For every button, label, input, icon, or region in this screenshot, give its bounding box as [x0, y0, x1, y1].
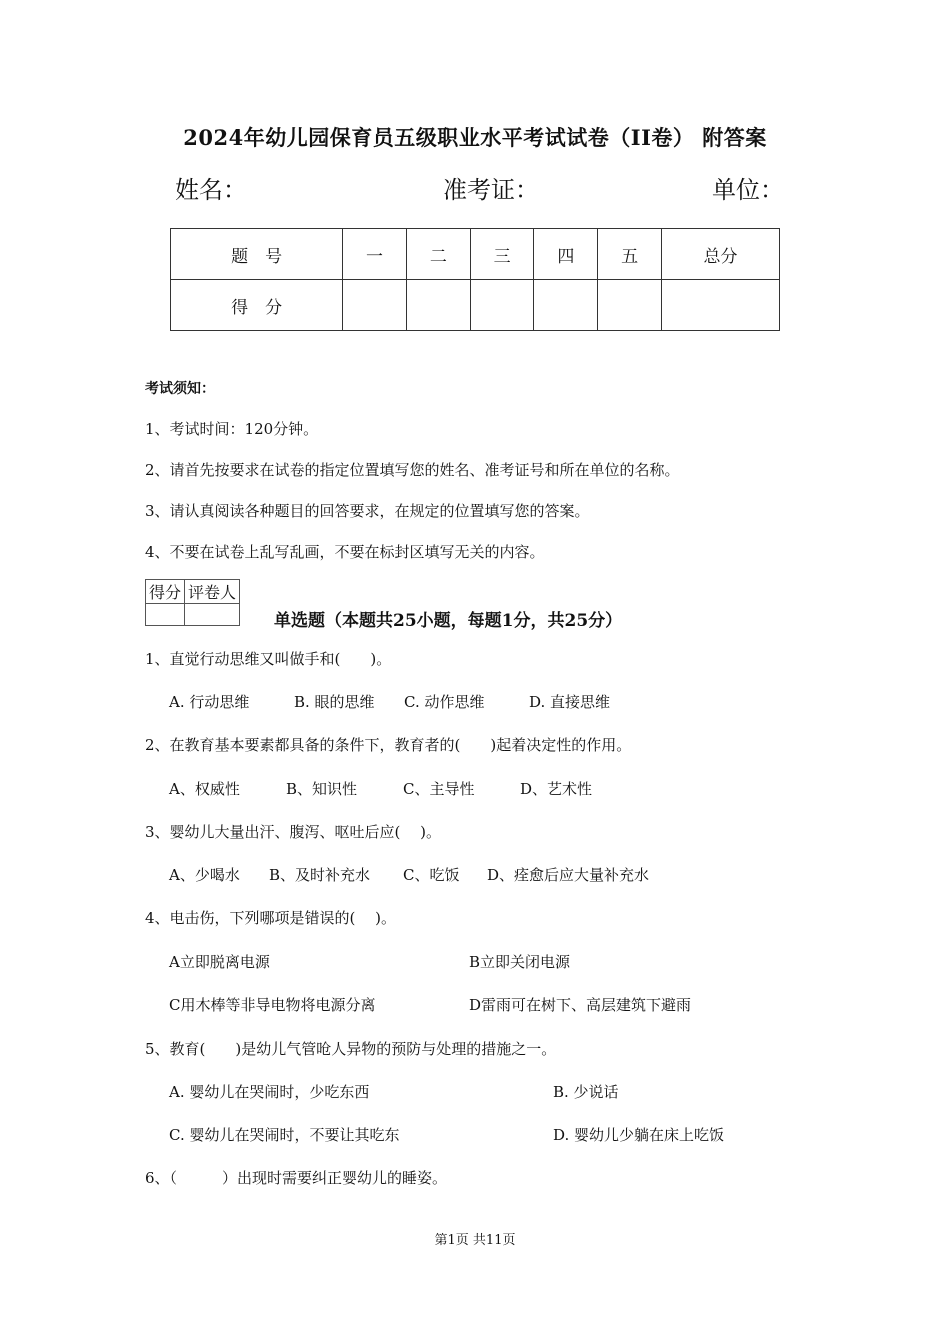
score-table-header-row	[171, 229, 780, 280]
question-stem: 1、直觉行动思维又叫做手和( )。	[145, 650, 392, 668]
score-input-cell[interactable]	[662, 280, 780, 331]
grader-score-label: 得分	[146, 580, 185, 604]
notice-item: 4、不要在试卷上乱写乱画，不要在标封区填写无关的内容。	[145, 543, 545, 561]
score-table-header-cell: 三	[470, 229, 534, 280]
page-title: 2024年幼儿园保育员五级职业水平考试试卷（II卷） 附答案	[183, 125, 767, 150]
question-stem: 5、教育( )是幼儿气管呛人异物的预防与处理的措施之一。	[145, 1040, 557, 1058]
unit-field-label: 单位：	[712, 176, 784, 204]
grader-box	[145, 579, 240, 626]
question-option: D、痊愈后应大量补充水	[487, 866, 650, 884]
notice-heading: 考试须知：	[145, 381, 215, 397]
score-input-cell[interactable]	[406, 280, 470, 331]
score-table-row-label: 得 分	[171, 280, 343, 331]
question-option: C、主导性	[403, 780, 475, 798]
question-option: C、吃饭	[403, 866, 460, 884]
question-option: D. 婴幼儿少躺在床上吃饭	[553, 1126, 725, 1144]
score-input-cell[interactable]	[534, 280, 598, 331]
question-option: C. 婴幼儿在哭闹时，不要让其吃东	[169, 1126, 400, 1144]
question-stem: 4、电击伤，下列哪项是错误的( )。	[145, 909, 397, 927]
score-table-header-cell: 四	[534, 229, 598, 280]
question-option: A立即脱离电源	[169, 953, 270, 971]
question-option: B. 少说话	[553, 1083, 619, 1101]
exam-id-field-label: 准考证：	[443, 176, 539, 204]
notice-item: 2、请首先按要求在试卷的指定位置填写您的姓名、准考证号和所在单位的名称。	[145, 461, 680, 479]
question-option: D、艺术性	[520, 780, 593, 798]
notice-item: 1、考试时间：120分钟。	[145, 420, 319, 438]
score-table	[170, 228, 780, 331]
question-stem: 6、（ ）出现时需要纠正婴幼儿的睡姿。	[145, 1169, 448, 1187]
question-stem: 3、婴幼儿大量出汗、腹泻、呕吐后应( )。	[145, 823, 442, 841]
question-option: A、少喝水	[169, 866, 240, 884]
score-input-cell[interactable]	[343, 280, 407, 331]
notice-item: 3、请认真阅读各种题目的回答要求，在规定的位置填写您的答案。	[145, 502, 590, 520]
question-option: B. 眼的思维	[294, 693, 375, 711]
question-option: D雷雨可在树下、高层建筑下避雨	[469, 996, 692, 1014]
question-option: A. 婴幼儿在哭闹时，少吃东西	[169, 1083, 370, 1101]
question-option: C用木棒等非导电物将电源分离	[169, 996, 376, 1014]
question-option: B立即关闭电源	[469, 953, 571, 971]
question-stem: 2、在教育基本要素都具备的条件下，教育者的( )起着决定性的作用。	[145, 736, 632, 754]
grader-score-cell[interactable]	[146, 604, 185, 626]
section-title: 单选题（本题共25小题，每题1分，共25分）	[274, 611, 623, 631]
grader-name-cell[interactable]	[185, 604, 240, 626]
grader-name-label: 评卷人	[185, 580, 240, 604]
question-option: B、知识性	[286, 780, 358, 798]
question-option: B、及时补充水	[269, 866, 371, 884]
score-table-header-cell: 五	[598, 229, 662, 280]
question-option: A. 行动思维	[169, 693, 250, 711]
score-input-cell[interactable]	[598, 280, 662, 331]
score-table-header-cell: 总分	[662, 229, 780, 280]
score-table-header-cell: 一	[343, 229, 407, 280]
score-table-header-cell: 题 号	[171, 229, 343, 280]
score-input-cell[interactable]	[470, 280, 534, 331]
question-option: C. 动作思维	[404, 693, 485, 711]
score-table-score-row	[171, 280, 780, 331]
question-option: A、权威性	[169, 780, 240, 798]
name-field-label: 姓名：	[175, 176, 247, 204]
score-table-header-cell: 二	[406, 229, 470, 280]
page-footer: 第1页 共11页	[434, 1233, 516, 1248]
question-option: D. 直接思维	[529, 693, 611, 711]
